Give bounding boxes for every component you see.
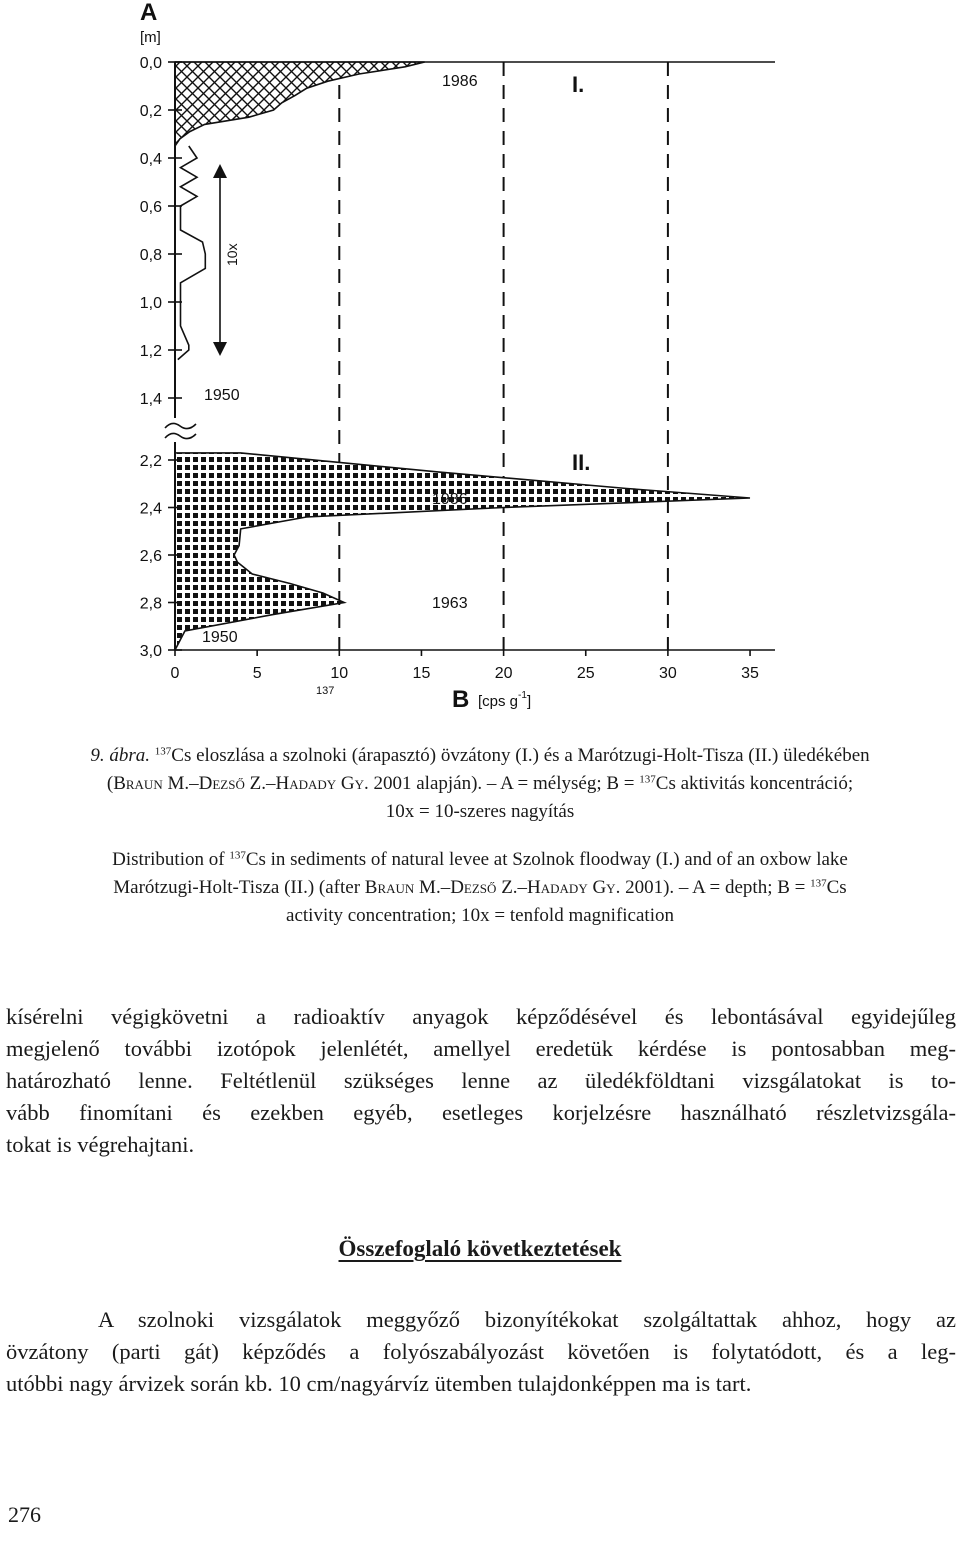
y-tick-label: 0,2	[139, 103, 162, 120]
caption-en-line1: Distribution of $^{137}$Cs in sediments of natural levee at Szolnok floodway (I.) and of an oxbow lake	[112, 849, 848, 870]
paragraph-1-line-3: határozható lenne. Feltétlenül szükséges lenne az üledékföldtani vizsgálatokat is to-	[6, 1068, 956, 1093]
marker-1950-II: 1950	[202, 629, 238, 646]
arrow-head-up-icon	[213, 164, 227, 178]
caption-hu-line2: (Braun M.–Dezső Z.–Hadady Gy. 2001 alapján). – A = mélység; B = $^{137}$Cs aktivitás koncentráció;	[106, 773, 854, 794]
y-tick-label: 2,4	[139, 500, 162, 518]
y-tick-label: 1,0	[139, 295, 162, 312]
caption-hu-line3: 10x = 10-szeres nagyítás	[385, 801, 575, 822]
x-tick-label: 20	[494, 665, 513, 682]
paragraph-1	[6, 1001, 956, 1161]
paragraph-1-line-2: megjelenő további izotópok jelenlétét, amellyel eredetük kérdése is pontosabban meg-	[6, 1036, 956, 1061]
x-axis-letter: B	[452, 686, 470, 713]
figure-caption-en	[0, 846, 960, 930]
y-tick-label: 0,0	[139, 55, 162, 72]
series-area-1	[175, 62, 425, 146]
arrow-head-down-icon	[213, 342, 227, 356]
x-tick-label: 15	[412, 665, 431, 682]
marker-1963-II: 1963	[432, 595, 468, 612]
panel-label: A	[140, 0, 158, 26]
paragraph-2-line-1: A szolnoki vizsgálatok meggyőző bizonyítékokat szolgáltattak ahhoz, hogy az	[98, 1307, 956, 1332]
caption-en-line2: Marótzugi-Holt-Tisza (II.) (after Braun M.–Dezső Z.–Hadady Gy. 2001). – A = depth; B = $^{137}$Cs	[113, 877, 847, 898]
figure-label: 9. ábra.	[90, 745, 151, 766]
x-tick-label: 35	[741, 665, 759, 682]
series-magnified-profile-1	[178, 146, 206, 360]
series-label-I: I.	[572, 72, 585, 97]
y-tick-label: 2,8	[139, 595, 162, 613]
page-number: 276	[8, 1502, 41, 1527]
figure-caption-hu	[0, 742, 960, 826]
x-tick-label: 10	[330, 665, 349, 682]
paragraph-1-line-4: vább finomítani és ezekben egyéb, esetleges korjelzésre használható részletvizsgála-	[6, 1100, 956, 1125]
x-tick-label: 0	[170, 665, 180, 682]
figure-chart	[0, 0, 960, 730]
paragraph-2-line-2: övzátony (parti gát) képződés a folyószabályozást követően is folytatódott, és a leg-	[6, 1339, 956, 1364]
x-tick-label: 5	[252, 665, 262, 682]
axis-break-mark	[165, 423, 196, 438]
x-axis-unit: [cps $g^{-1}$]	[478, 690, 532, 710]
paragraph-1-line-5: tokat is végrehajtani.	[6, 1132, 195, 1157]
y-tick-label: 2,6	[139, 548, 162, 565]
y-tick-label: 2,2	[139, 453, 162, 470]
x-tick-label: 30	[659, 665, 677, 682]
marker-1986-II: 1986	[432, 491, 468, 508]
x-axis-isotope: 137	[316, 685, 335, 697]
caption-en-line3: activity concentration; 10x = tenfold magnification	[286, 905, 674, 926]
y-tick-label: 0,4	[139, 151, 162, 168]
x-tick-label: 25	[576, 665, 595, 682]
y-tick-label: 0,8	[139, 247, 162, 264]
paragraph-2-line-3: utóbbi nagy árvizek során kb. 10 cm/nagyárvíz ütemben tulajdonképpen ma is tart.	[6, 1371, 752, 1396]
series-label-II: II.	[572, 450, 591, 475]
y-tick-label: 1,2	[139, 343, 162, 360]
depth-profile-chart	[0, 0, 960, 730]
y-tick-label: 0,6	[139, 199, 162, 216]
paragraph-2	[6, 1304, 956, 1400]
series-area-2	[175, 453, 750, 650]
marker-1986-I: 1986	[442, 73, 478, 90]
y-axis-label: [m]	[140, 29, 161, 46]
y-tick-label: 3,0	[139, 643, 162, 660]
section-heading: Összefoglaló következtetések	[338, 1236, 622, 1261]
y-tick-label: 1,4	[139, 391, 162, 408]
magnification-label: 10x	[224, 243, 240, 266]
paragraph-1-line-1: kísérelni végigkövetni a radioaktív anyagok képződésével és lebontásával egyidejűleg	[6, 1004, 956, 1029]
marker-1950-I: 1950	[204, 387, 240, 404]
caption-hu-line1: 9. ábra. $^{137}$Cs eloszlása a szolnoki (árapasztó) övzátony (I.) és a Marótzugi-Holt-Tisza (II.) üledékében	[90, 745, 870, 766]
